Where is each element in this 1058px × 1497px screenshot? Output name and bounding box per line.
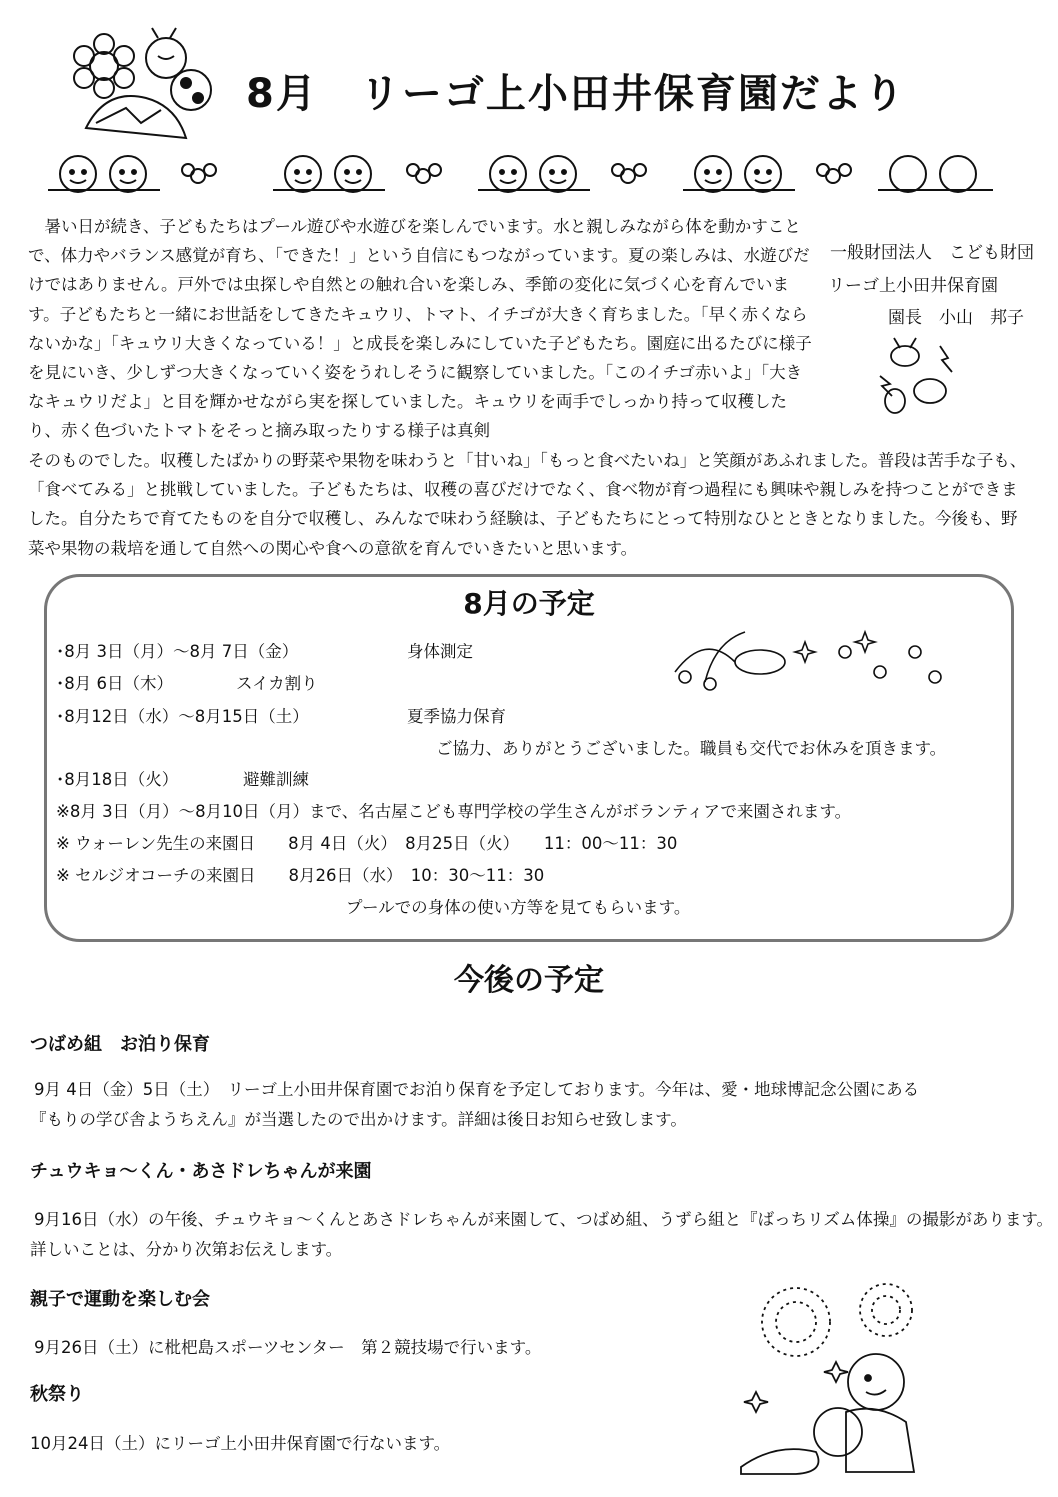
fireworks-children-illustration [736, 1282, 926, 1478]
section-heading: つばめ組 お泊り保育 [30, 1034, 210, 1055]
intro-paragraph-continued: そのものでした。収穫したばかりの野菜や果物を味わうと「甘いね」「もっと食べたいね」と笑顔があふれました。普段は苦手な子も、「食べてみる」と挑戦していました。子どもたちは、収穫の喜びだけでなく、食べ物が育つ過程にも興味や親しみを持つことができました。自分たちで育てたものを自分で収穫し、みんなで味わう経験は、子どもたちにとって特別なひとときとなりました。今後も、野菜や果物の栽培を通して自然への関心や食への意欲を育んでいきたいと思います。 [28, 451, 1027, 558]
section-heading: チュウキョ～くん・あさドレちゃんが来園 [30, 1161, 372, 1182]
intro-paragraph: 暑い日が続き、子どもたちはプール遊びや水遊びを楽しんでいます。水と親しみながら体を動かすことで、体力やバランス感覚が育ち、「できた！」という自信にもつながっています。夏の楽しみは、水遊びだけではありません。戸外では虫探しや自然との触れ合いを楽しみ、季節の変化に気づく心を育んでいます。子どもたちと一緒にお世話をしてきたキュウリ、トマト、イチゴが大きく育ちました。「早く赤くならないかな」「キュウリ大きくなっている！」と成長を楽しみにしていた子どもたち。園庭に出るたびに様子を見にいき、少しずつ大きくなっていく姿をうれしそうに観察していました。「このイチゴ赤いよ」「大きなキュウリだよ」と目を輝かせながら実を探していました。キュウリを両手でしっかり持って収穫したり、赤く色づいたトマトをそっと摘み取ったりする様子は真剣 [28, 217, 812, 441]
section-heading: 親子で運動を楽しむ会 [30, 1289, 210, 1310]
page-title: 8月 リーゴ上小田井保育園だより [246, 71, 906, 117]
schedule-item-event: 身体測定 [407, 642, 473, 661]
schedule-item-event: スイカ割り [236, 674, 318, 693]
section-heading: 秋祭り [30, 1384, 84, 1405]
section-line: 詳しいことは、分かり次第お伝えします。 [30, 1240, 343, 1259]
signature-director: 園長 小山 邦子 [888, 308, 1024, 328]
schedule-note: ※ ウォーレン先生の来園日 8月 4日（火） 8月25日（火） 11：00～11：30 [56, 834, 678, 853]
schedule-item-date: ･8月 3日（月）～8月 7日（金） [56, 642, 299, 661]
section-line: 9月16日（水）の午後、チュウキョ～くんとあさドレちゃんが来園して、つばめ組、うずら組と『ばっちリズム体操』の撮影があります。 [34, 1210, 1054, 1229]
signature-org: 一般財団法人 こども財団 [830, 243, 1034, 263]
bugs-illustration [870, 336, 970, 426]
children-holding-hands-border [48, 150, 998, 202]
flower-ladybug-illustration [66, 28, 216, 148]
section-line: 『もりの学び舎ようちえん』が当選したので出かけます。詳細は後日お知らせ致します。 [30, 1110, 687, 1129]
section-line: 10月24日（土）にリーゴ上小田井保育園で行ないます。 [30, 1434, 451, 1453]
august-schedule-title: 8月の予定 [463, 587, 595, 620]
future-schedule-title: 今後の予定 [454, 963, 604, 998]
signature-school: リーゴ上小田井保育園 [828, 276, 998, 296]
section-line: 9月26日（土）に枇杷島スポーツセンター 第２競技場で行います。 [34, 1338, 542, 1357]
schedule-item-event: 夏季協力保育 [407, 707, 506, 726]
garden-fireflies-illustration [665, 622, 955, 692]
schedule-item-event: 避難訓練 [243, 770, 309, 789]
schedule-item-date: ･8月 6日（木） [56, 674, 173, 693]
schedule-note: ※8月 3日（月）～8月10日（月）まで、名古屋こども専門学校の学生さんがボランティアで来園されます。 [56, 802, 852, 821]
schedule-note: ※ セルジオコーチの来園日 8月26日（水） 10：30～11：30 [56, 866, 545, 885]
section-line: 9月 4日（金）5日（土） リーゴ上小田井保育園でお泊り保育を予定しております。今年は、愛・地球博記念公園にある [34, 1080, 920, 1099]
schedule-note: ご協力、ありがとうございました。職員も交代でお休みを頂きます。 [436, 739, 947, 758]
schedule-item-date: ･8月18日（火） [56, 770, 179, 789]
schedule-item-date: ･8月12日（水）～8月15日（土） [56, 707, 309, 726]
schedule-note: プールでの身体の使い方等を見てもらいます。 [346, 898, 691, 917]
